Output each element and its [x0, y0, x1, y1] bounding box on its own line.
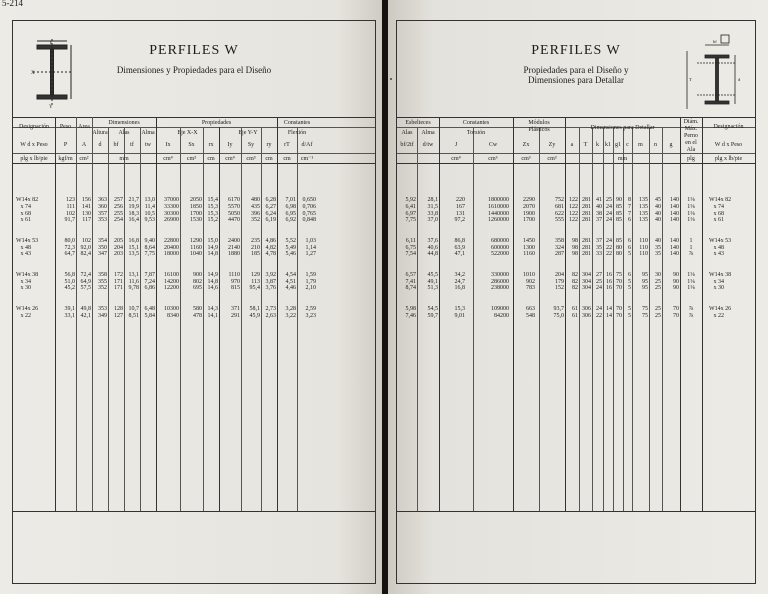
unit-j: cm⁴ — [451, 156, 461, 162]
hdr-Zy: Zy — [548, 142, 556, 148]
col-daf: 0,650 0,706 0,765 0,848 1,03 1,14 1,27 1,59 1,79 2,10 2,59 3,23 — [302, 197, 316, 319]
hdr-torsion: Torsión — [466, 130, 486, 136]
hdr-diam-1: Diám. — [683, 119, 699, 125]
hdr-Zx: Zx — [522, 142, 530, 148]
hdr-ry: ry — [266, 142, 272, 148]
col-a: 122 122 122 122 98 98 98 82 82 82 61 61 — [569, 197, 578, 319]
unit-cw: cm⁶ — [488, 156, 498, 162]
col-sy: 480 435 396 352 235 210 185 129 113 95,4 58,1 45,9 — [249, 197, 260, 319]
col-zy: 752 681 622 555 358 324 287 204 179 152 93,7 75,0 — [553, 197, 564, 319]
w-detail-diagram — [683, 31, 749, 113]
col-zx: 2290 2070 1900 1700 1450 1300 1160 1010 902 783 663 548 — [523, 197, 535, 319]
hdr-Cw: Cw — [488, 142, 498, 148]
hdr-altura: Altura — [92, 130, 108, 136]
svg-text:d: d — [738, 77, 741, 82]
left-title: PERFILES W — [149, 43, 239, 58]
col-dbmax: 1⅛ 1⅛ 1⅛ 1⅛ 1 1 ⅞ 1⅛ 1⅛ 1⅛ ⅞ ⅞ — [687, 197, 695, 319]
hdr-wdxpeso: W d x Peso — [20, 142, 48, 148]
hdr-T: T — [583, 142, 588, 148]
unit-zy: cm³ — [547, 156, 557, 162]
hdr-diam-2: Máx. — [684, 126, 698, 132]
hdr-alma: Alma — [141, 130, 155, 136]
svg-text:Y: Y — [49, 41, 53, 46]
hdr-g: g — [669, 142, 673, 148]
col-ry: 6,28 6,27 6,24 6,19 4,86 4,82 4,78 3,92 3,87 3,76 2,73 2,63 — [265, 197, 276, 319]
hdr-area: Area — [78, 124, 90, 130]
hdr-wdxpeso-r: W d x Peso — [714, 142, 743, 148]
col-sx: 2050 1850 1700 1530 1290 1160 1040 900 802 695 580 478 — [190, 197, 202, 319]
hdr-diam-3: Perno — [684, 133, 698, 139]
right-subtitle-2: Dimensiones para Detallar — [528, 75, 624, 85]
hdr-eje-xx: Eje X-X — [177, 130, 198, 136]
unit-iy: cm⁴ — [225, 156, 235, 162]
hdr-dim-detallar: Dimensiones para Detallar — [590, 125, 655, 131]
hdr-bf2tf: bf/2tf — [400, 142, 414, 148]
unit-ry: cm — [265, 156, 273, 162]
col-bf: 257 256 255 254 205 204 203 172 171 171 128 127 — [114, 197, 123, 319]
unit-desig: plg x lb/pie — [20, 156, 48, 162]
col-T: 281 281 281 281 281 281 281 304 304 304 306 306 — [582, 197, 591, 319]
right-subtitle-1: Propiedades para el Diseño y — [523, 65, 629, 75]
unit-daf: cm⁻¹ — [300, 156, 314, 162]
hdr-g1: g1 — [615, 142, 621, 148]
hdr-tf: tf — [130, 142, 134, 148]
unit-zx: cm³ — [521, 156, 531, 162]
hdr-Sx: Sx — [188, 142, 195, 148]
unit-mm-r: mm — [617, 156, 628, 162]
right-table-frame — [396, 20, 756, 584]
col-j: 220 167 131 97,2 86,8 63,9 47,1 34,2 24,7 16,8 15,3 9,01 — [454, 197, 465, 319]
hdr-Sy: Sy — [247, 142, 255, 148]
hdr-designacion: Designación — [19, 124, 49, 130]
hdr-dtw: d/tw — [422, 142, 434, 148]
col-n: 45 40 40 40 40 35 35 30 25 25 25 25 — [655, 197, 661, 319]
hdr-plasticos: Plásticos — [528, 127, 550, 133]
col-ix: 37000 33300 30300 26900 22800 20400 18000 16100 14200 12200 10300 8340 — [164, 197, 179, 319]
col-tw: 13,0 11,4 10,5 9,53 9,40 8,64 7,75 7,87 7,24 6,86 6,48 5,84 — [144, 197, 155, 319]
hdr-Iy: Iy — [227, 142, 233, 148]
svg-text:X: X — [31, 71, 35, 76]
hdr-dAf: d/Af — [301, 142, 313, 148]
unit-desig-r: plg x lb/pie — [714, 156, 743, 162]
col-tf: 21,7 19,9 18,3 16,4 16,8 15,1 13,5 13,1 11,6 9,78 10,7 8,51 — [128, 197, 139, 319]
hdr-propiedades: Propiedades — [201, 120, 232, 126]
col-iy: 6170 5570 5050 4470 2400 2140 1880 1110 970 815 371 291 — [228, 197, 240, 319]
hdr-m: m — [638, 142, 643, 148]
unit-peso: kgf/m — [58, 156, 73, 162]
hdr-c: c — [626, 142, 629, 148]
col-c: 8 7 7 6 6 6 5 6 5 5 5 5 — [628, 197, 631, 319]
col-dtw: 28,1 31,5 33,8 37,0 37,6 40,6 44,8 45,5 49,1 51,3 54,5 59,7 — [427, 197, 438, 319]
page-number: 5-214 — [2, 0, 23, 8]
unit-sx: cm³ — [186, 156, 197, 162]
hdr-rT: rT — [284, 142, 290, 148]
hdr-bf: bf — [113, 142, 119, 148]
col-rt: 7,01 6,98 6,95 6,92 5,52 5,49 5,46 4,54 4,51 4,46 3,28 3,22 — [285, 197, 296, 319]
col-k1: 25 24 24 24 24 22 22 16 16 16 14 14 — [606, 197, 612, 319]
svg-text:bf: bf — [713, 39, 717, 44]
hdr-A: A — [81, 142, 87, 148]
hdr-Ix: Ix — [165, 142, 171, 148]
col-g: 140 140 140 140 140 140 140 90 90 90 70 70 — [670, 197, 679, 319]
left-table-frame — [12, 20, 376, 584]
col-cw: 1800000 1610000 1440000 1260000 680000 600000 522000 330000 286000 238000 109000 84200 — [488, 197, 509, 319]
left-page — [0, 0, 382, 594]
unit-rx: cm — [207, 156, 215, 162]
col-d: 363 360 357 353 354 350 347 358 355 352 353 349 — [98, 197, 107, 319]
hdr-designacion-r: Designación — [713, 124, 744, 130]
hdr-tw: tw — [145, 142, 151, 148]
col-g1: 90 85 85 85 85 80 80 75 70 70 70 70 — [616, 197, 622, 319]
svg-text:Y: Y — [49, 105, 53, 109]
hdr-constantes: Constantes — [283, 120, 311, 126]
col-rx: 15,4 15,3 15,3 15,2 15,0 14,9 14,8 14,9 14,8 14,6 14,3 14,1 — [207, 197, 218, 319]
hdr-diam-4: en el — [685, 140, 697, 146]
hdr-d: d — [98, 142, 102, 148]
hdr-k: k — [596, 142, 599, 148]
hdr-k1: k1 — [605, 142, 611, 148]
hdr-esbelteces: Esbelteces — [405, 120, 431, 126]
hdr-constantes: Constantes — [462, 120, 490, 126]
unit-area: cm² — [79, 156, 89, 162]
hdr-alas-r: Alas — [401, 130, 413, 136]
col-bf2tf: 5,92 6,41 6,97 7,75 6,11 6,75 7,54 6,57 7,41 8,74 5,98 7,46 — [405, 197, 416, 319]
right-page — [388, 0, 768, 594]
col-peso: 123 111 102 91,7 80,0 72,3 64,7 56,8 51,0 45,2 39,1 33,1 — [64, 197, 75, 319]
col-m: 135 135 135 135 110 110 110 95 95 95 75 75 — [639, 197, 648, 319]
unit-ix: cm⁴ — [163, 156, 173, 162]
hdr-n: n — [654, 142, 657, 148]
unit-plg: plg — [687, 156, 695, 162]
right-title: PERFILES W — [531, 43, 621, 58]
unit-rt: cm — [283, 156, 291, 162]
hdr-modulos: Módulos — [528, 120, 550, 126]
margin-dot — [390, 78, 392, 80]
hdr-diam-5: Ala — [686, 147, 696, 153]
hdr-peso: Peso — [59, 124, 72, 130]
col-designacion: W14x 82 x 74 x 68 x 61 W14x 53 x 48 x 43 W14x 38 x 34 x 30 W14x 26 x 22 — [16, 197, 39, 319]
hdr-alas: Alas — [118, 130, 130, 136]
hdr-J: J — [454, 142, 458, 148]
hdr-flexion: Flexión — [287, 130, 307, 136]
hdr-dimensiones: Dimensiones — [108, 120, 140, 126]
svg-text:T: T — [689, 77, 692, 82]
hdr-rx: rx — [208, 142, 214, 148]
col-k: 41 40 38 37 37 35 33 27 25 24 24 22 — [596, 197, 602, 319]
hdr-alma-r: Alma — [421, 130, 435, 136]
hdr-a: a — [570, 142, 574, 148]
unit-sy: cm³ — [246, 156, 256, 162]
hdr-eje-yy: Eje Y-Y — [238, 130, 258, 136]
col-designacion-r: W14x 82 x 74 x 68 x 61 W14x 53 x 48 x 43 W14x 38 x 34 x 30 W14x 26 x 22 — [709, 197, 732, 319]
hdr-P: P — [63, 142, 68, 148]
unit-mm: mm — [119, 156, 129, 162]
left-subtitle: Dimensiones y Propiedades para el Diseño — [116, 65, 272, 75]
col-area: 156 141 130 117 102 92,0 82,4 72,4 64,9 57,5 49,8 42,1 — [80, 197, 91, 319]
